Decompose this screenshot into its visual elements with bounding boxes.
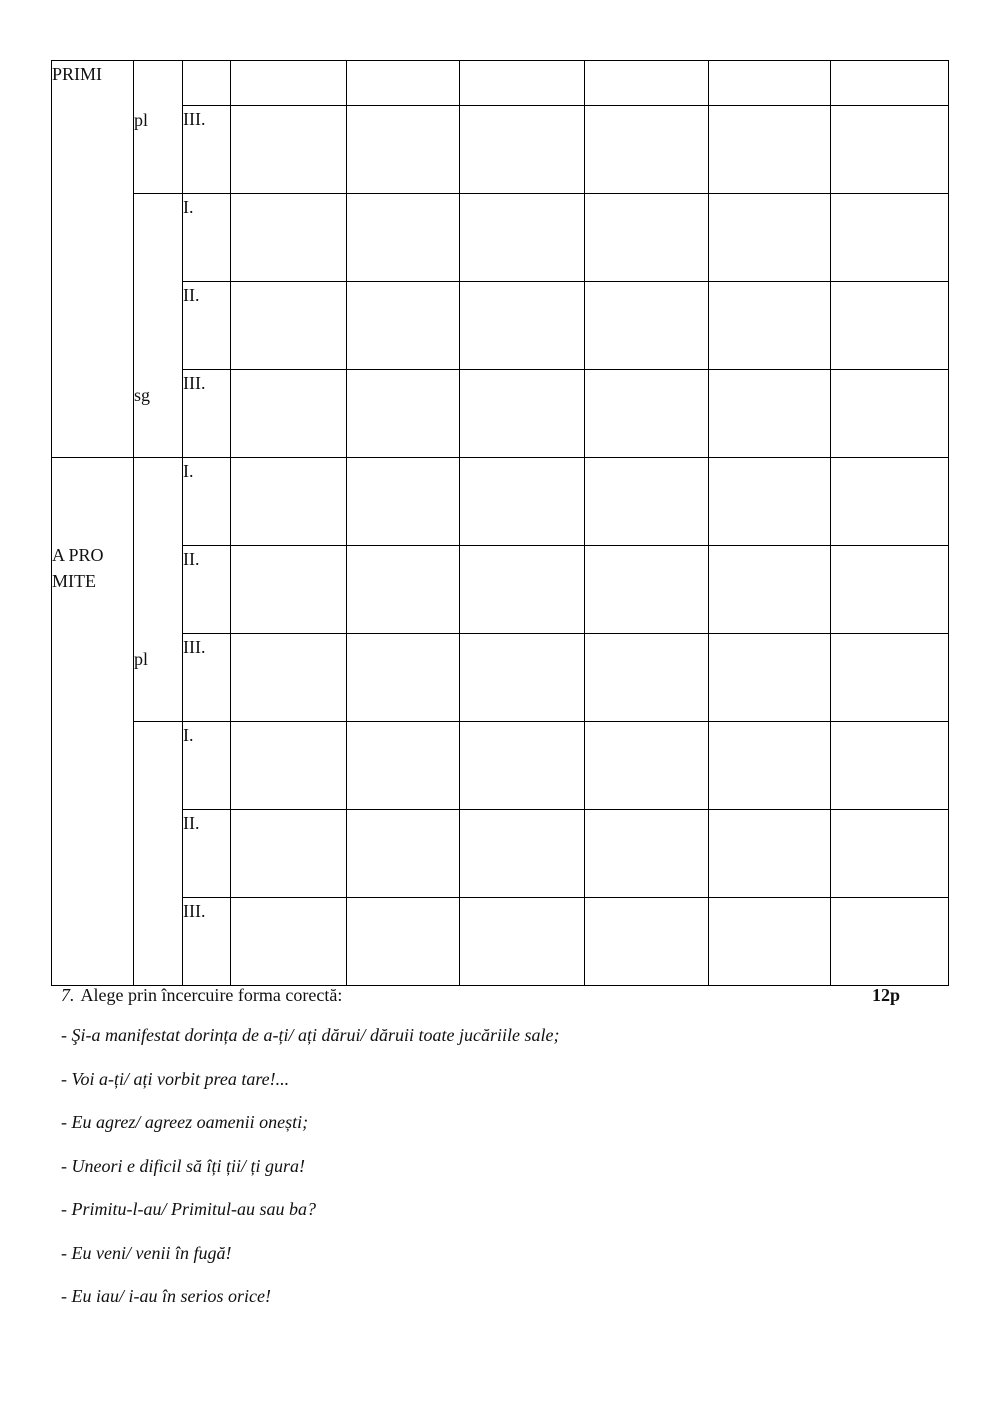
- exercise-instruction: Alege prin încercuire forma corectă:: [80, 985, 343, 1005]
- answer-cell[interactable]: [347, 546, 460, 634]
- person-cell: [183, 458, 231, 546]
- person-label: III.: [183, 901, 206, 921]
- answer-cell[interactable]: [831, 722, 949, 810]
- answer-cell[interactable]: [231, 722, 347, 810]
- answer-cell[interactable]: [460, 370, 585, 458]
- answer-cell[interactable]: [585, 458, 709, 546]
- answer-cell[interactable]: [460, 634, 585, 722]
- answer-cell[interactable]: [709, 194, 831, 282]
- answer-cell[interactable]: [831, 546, 949, 634]
- answer-cell[interactable]: [347, 722, 460, 810]
- person-cell: [183, 370, 231, 458]
- answer-cell[interactable]: [460, 898, 585, 986]
- person-cell: [183, 282, 231, 370]
- number-pl-label: pl: [134, 649, 149, 669]
- person-label: II.: [183, 285, 200, 305]
- person-cell: [183, 546, 231, 634]
- answer-cell[interactable]: [231, 194, 347, 282]
- answer-cell[interactable]: [231, 282, 347, 370]
- answer-cell[interactable]: [347, 106, 460, 194]
- person-cell: [183, 106, 231, 194]
- verb-promite-label: A PROMITE: [52, 545, 104, 591]
- answer-cell[interactable]: [585, 282, 709, 370]
- person-label: II.: [183, 549, 200, 569]
- answer-cell[interactable]: [460, 722, 585, 810]
- person-cell: [183, 722, 231, 810]
- answer-cell[interactable]: [709, 546, 831, 634]
- verb-promite-cell: [52, 458, 134, 986]
- answer-cell[interactable]: [831, 810, 949, 898]
- verb-primi-cell: [52, 61, 134, 458]
- sentence-item[interactable]: - Eu iau/ i-au în serios orice!: [61, 1286, 271, 1306]
- exercise-number: 7.: [61, 985, 75, 1005]
- answer-cell[interactable]: [347, 61, 460, 106]
- person-label: I.: [183, 725, 194, 745]
- answer-cell[interactable]: [460, 61, 585, 106]
- person-label: I.: [183, 197, 194, 217]
- person-cell: [183, 898, 231, 986]
- answer-cell[interactable]: [709, 61, 831, 106]
- answer-cell[interactable]: [460, 546, 585, 634]
- person-cell: [183, 61, 231, 106]
- answer-cell[interactable]: [460, 194, 585, 282]
- sentence-item[interactable]: - Voi a-ți/ ați vorbit prea tare!...: [61, 1068, 290, 1089]
- answer-cell[interactable]: [347, 370, 460, 458]
- answer-cell[interactable]: [585, 722, 709, 810]
- answer-cell[interactable]: [831, 194, 949, 282]
- answer-cell[interactable]: [231, 546, 347, 634]
- person-label: III.: [183, 109, 206, 129]
- answer-cell[interactable]: [460, 810, 585, 898]
- answer-cell[interactable]: [831, 898, 949, 986]
- answer-cell[interactable]: [347, 282, 460, 370]
- answer-cell[interactable]: [709, 282, 831, 370]
- answer-cell[interactable]: [347, 194, 460, 282]
- answer-cell[interactable]: [231, 898, 347, 986]
- sentence-item[interactable]: - Eu veni/ venii în fugă!: [61, 1242, 232, 1263]
- number-sg-cell-promite: [134, 385, 183, 722]
- answer-cell[interactable]: [709, 898, 831, 986]
- answer-cell[interactable]: [831, 282, 949, 370]
- answer-cell[interactable]: [709, 106, 831, 194]
- sentence-list: [61, 1022, 559, 1327]
- answer-cell[interactable]: [231, 810, 347, 898]
- answer-cell[interactable]: [585, 61, 709, 106]
- answer-cell[interactable]: [347, 458, 460, 546]
- answer-cell[interactable]: [231, 61, 347, 106]
- answer-cell[interactable]: [231, 458, 347, 546]
- number-pl-cell-primi: [134, 110, 183, 458]
- answer-cell[interactable]: [585, 810, 709, 898]
- sentence-item[interactable]: - Eu agrez/ agreez oamenii onești;: [61, 1112, 309, 1132]
- person-label: III.: [183, 373, 206, 393]
- sentence-item[interactable]: - Primitu-l-au/ Primitul-au sau ba?: [61, 1199, 316, 1219]
- answer-cell[interactable]: [347, 898, 460, 986]
- person-cell: [183, 634, 231, 722]
- answer-cell[interactable]: [585, 370, 709, 458]
- answer-cell[interactable]: [231, 370, 347, 458]
- answer-cell[interactable]: [709, 458, 831, 546]
- answer-cell[interactable]: [460, 458, 585, 546]
- sentence-item[interactable]: - Uneori e dificil să îți ții/ ți gura!: [61, 1155, 305, 1176]
- answer-cell[interactable]: [831, 370, 949, 458]
- person-cell: [183, 194, 231, 282]
- answer-cell[interactable]: [585, 194, 709, 282]
- answer-cell[interactable]: [831, 634, 949, 722]
- answer-cell[interactable]: [585, 546, 709, 634]
- number-pl-cell-promite: [134, 649, 183, 986]
- answer-cell[interactable]: [831, 61, 949, 106]
- answer-cell[interactable]: [460, 282, 585, 370]
- person-label: I.: [183, 461, 194, 481]
- sentence-item[interactable]: - Şi-a manifestat dorința de a-ți/ ați dărui/ dăruii toate jucăriile sale;: [61, 1025, 560, 1045]
- answer-cell[interactable]: [460, 106, 585, 194]
- answer-cell[interactable]: [347, 810, 460, 898]
- person-label: III.: [183, 637, 206, 657]
- answer-cell[interactable]: [585, 898, 709, 986]
- verb-primi-label: PRIMI: [52, 64, 103, 84]
- conjugation-table: [51, 60, 949, 986]
- answer-cell[interactable]: [709, 722, 831, 810]
- number-sg-label: sg: [134, 385, 151, 405]
- exercise-title: [61, 982, 921, 1008]
- answer-cell[interactable]: [831, 106, 949, 194]
- answer-cell[interactable]: [585, 634, 709, 722]
- answer-cell[interactable]: [347, 634, 460, 722]
- answer-cell[interactable]: [231, 106, 347, 194]
- answer-cell[interactable]: [709, 634, 831, 722]
- answer-cell[interactable]: [585, 106, 709, 194]
- person-label: II.: [183, 813, 200, 833]
- exercise-points: 12p: [872, 985, 901, 1005]
- answer-cell[interactable]: [709, 810, 831, 898]
- number-pl-label: pl: [134, 110, 149, 130]
- answer-cell[interactable]: [831, 458, 949, 546]
- person-cell: [183, 810, 231, 898]
- answer-cell[interactable]: [231, 634, 347, 722]
- answer-cell[interactable]: [709, 370, 831, 458]
